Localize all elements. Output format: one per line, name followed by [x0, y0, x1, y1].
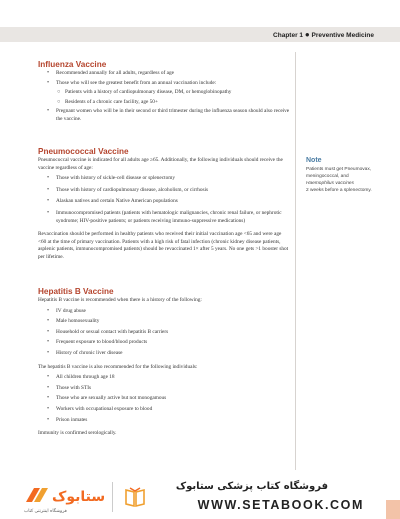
running-header-text — [273, 28, 374, 42]
running-header — [0, 27, 400, 42]
influenza-list — [38, 70, 290, 124]
bullet-icon: • — [47, 349, 50, 356]
column-divider — [295, 52, 296, 470]
list-item: ○ Residents of a chronic care facility, age 50+ — [57, 98, 158, 105]
bullet-icon: • — [47, 384, 50, 391]
hepatitis-b-section — [38, 287, 290, 438]
pneumococcal-revaccination: Revaccination should be performed in healthy patients who received their initial vaccination age <65 and were age <60 at the time of primary vaccination. Patients with a high risk of fatal infection (chronic kidney disease patients, asplenic patients, immunocompromised patients) should be revaccinated 1× after 5 years. No one gets >1 booster shot per lifetime. — [38, 231, 289, 260]
site-url[interactable]: WWW.SETABOOK.COM — [197, 498, 364, 512]
bullet-icon: • — [47, 416, 50, 423]
note-title: Note — [306, 157, 322, 164]
list-item: • Immunocompromised patients (patients with hematologic malignancies, chronic renal failure, or nephrotic syndrome; HIV-positive patients; or patients receiving immuno-suppressive medications) — [47, 209, 282, 224]
list-item: • Recommended annually for all adults, regardless of age — [47, 70, 174, 76]
bullet-icon: • — [47, 70, 50, 76]
setabook-logo-icon — [22, 480, 106, 510]
bullet-icon: • — [47, 186, 50, 193]
pneumococcal-section — [38, 147, 290, 262]
note-text — [306, 166, 384, 194]
list-item: • History of chronic liver disease — [47, 349, 123, 356]
bullet-icon: • — [47, 175, 50, 182]
bullet-icon: • — [47, 374, 50, 381]
list-item: • Pregnant women who will be in their second or third trimester during the influenza season should also receive the vaccine. — [47, 108, 290, 122]
bullet-icon: • — [47, 198, 50, 205]
influenza-heading: Influenza Vaccine — [38, 60, 107, 69]
list-item: • Prison inmates — [47, 416, 88, 423]
chapter-label: Chapter 1 — [273, 32, 304, 39]
corner-tab — [386, 500, 400, 519]
note-line: meningococcal, and — [306, 174, 349, 179]
list-item: • All children through age 18 — [47, 374, 115, 381]
hepatitis-b-heading: Hepatitis B Vaccine — [38, 287, 114, 296]
chapter-title: Preventive Medicine — [311, 32, 374, 39]
list-item: • Those with history of sickle-cell disease or splenectomy — [47, 175, 176, 182]
note-line: 2 weeks before a splenectomy. — [306, 188, 372, 193]
list-item: • Male homosexuality — [47, 318, 100, 325]
list-item: • Frequent exposure to blood/blood products — [47, 339, 148, 346]
list-item: • Those who are sexually active but not monogamous — [47, 395, 167, 402]
list-item: • IV drug abuse — [47, 307, 86, 314]
footer-divider — [112, 482, 113, 512]
pneumococcal-list — [38, 175, 290, 225]
hepatitis-b-history-list — [38, 308, 290, 358]
hepatitis-b-closing: Immunity is confirmed serologically. — [38, 430, 117, 437]
bullet-icon: • — [47, 209, 50, 216]
footer-book-icon — [124, 486, 146, 508]
bullet-icon: • — [47, 395, 50, 402]
bullet-icon: • — [47, 328, 50, 335]
list-item: ○ Patients with a history of cardiopulmonary disease, DM, or hemoglobinopathy — [57, 89, 232, 96]
hepatitis-b-intro: Hepatitis B vaccine is recommended when there is a history of the following: — [38, 297, 202, 303]
pneumococcal-intro: Pneumococcal vaccine is indicated for all adults age ≥65. Additionally, the following individuals should receive the vaccine regardless of age: — [38, 157, 283, 171]
hepatitis-b-individuals-list — [38, 374, 290, 424]
list-item: • Those with history of cardiopulmonary disease, alcoholism, or cirrhosis — [47, 186, 209, 193]
bullet-icon: • — [47, 108, 50, 115]
store-title: فروشگاه کتاب پزشکی ستابوک — [175, 481, 328, 492]
influenza-section — [38, 60, 290, 124]
note-line: Haemophilus vaccines — [306, 181, 354, 186]
list-item: • Household or sexual contact with hepatitis B carriers — [47, 328, 169, 335]
bullet-icon: • — [47, 318, 50, 325]
hepatitis-b-intro-2: The hepatitis B vaccine is also recommended for the following individuals: — [38, 363, 198, 370]
pneumococcal-heading: Pneumococcal Vaccine — [38, 147, 129, 156]
list-item: • Those with STIs — [47, 384, 92, 391]
bullet-icon: • — [47, 307, 50, 314]
circle-bullet-icon: ○ — [57, 89, 61, 96]
logo-wordmark: ستابوک — [52, 489, 106, 505]
bullet-icon: • — [47, 339, 50, 346]
note-line: Patients must get Pneumovax, — [306, 167, 372, 172]
margin-note — [306, 157, 384, 194]
header-separator: ● — [304, 30, 310, 39]
bullet-icon: • — [47, 405, 50, 412]
circle-bullet-icon: ○ — [57, 98, 61, 105]
bullet-icon: • — [47, 79, 50, 86]
list-item: • Those who will see the greatest benefit from an annual vaccination include: — [47, 79, 217, 86]
logo-subtext: فروشگاه اینترنتی کتاب — [24, 509, 67, 514]
list-item: • Workers with occupational exposure to blood — [47, 405, 153, 412]
list-item: • Alaskan natives and certain Native American populations — [47, 198, 178, 205]
